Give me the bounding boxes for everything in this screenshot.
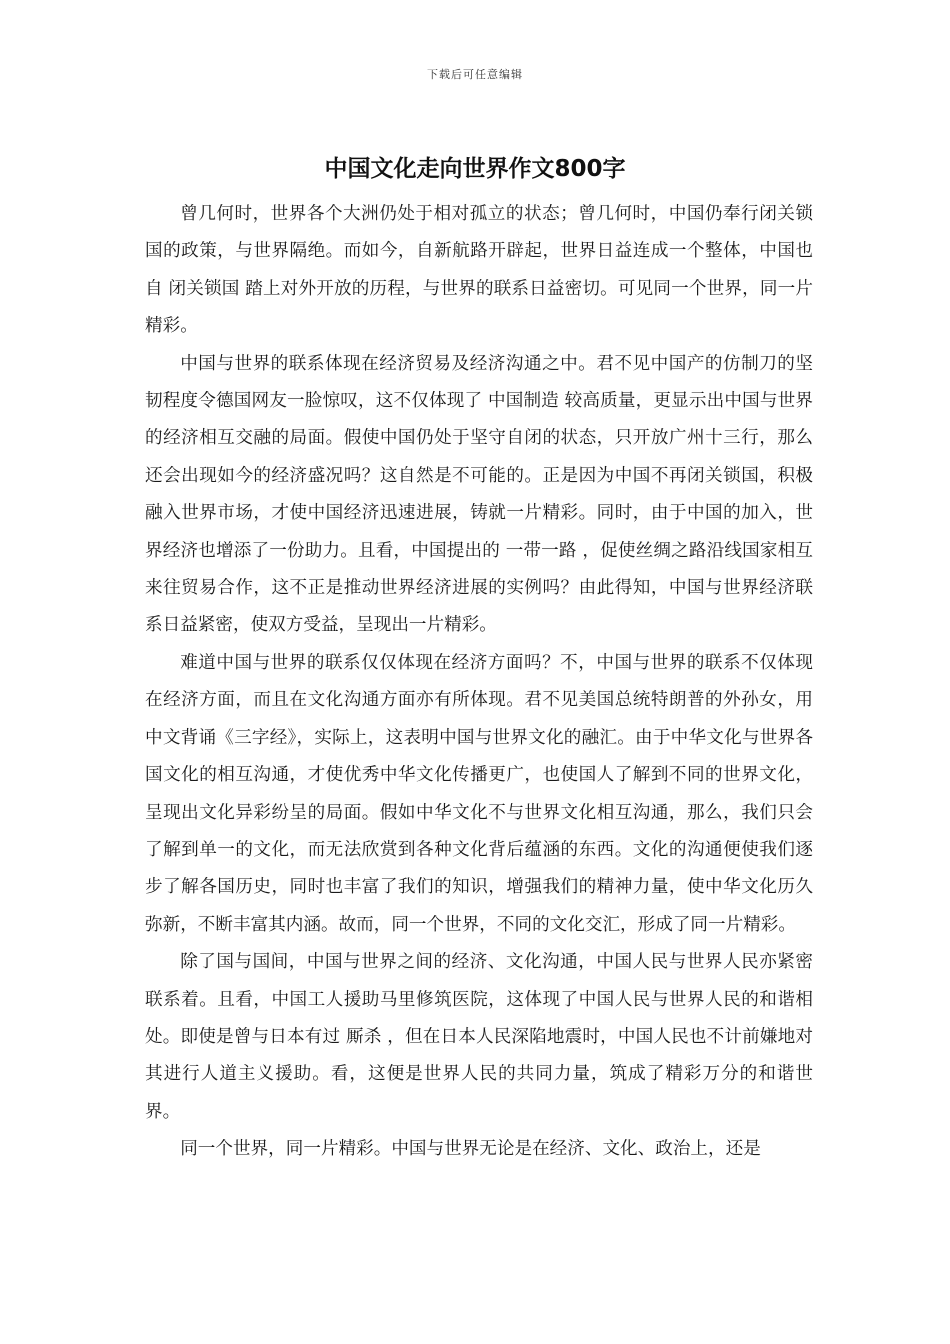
paragraph-4: 除了国与国间，中国与世界之间的经济、文化沟通，中国人民与世界人民亦紧密联系着。且看，中国工人援助马里修筑医院，这体现了中国人民与世界人民的和谐相处。即使是曾与日本有过 厮杀 ，但在日本人民深陷地震时，中国人民也不计前嫌地对其进行人道主义援助。看，这便是世界人民的共同力量，筑成了精彩万分的和谐世界。 [145,952,813,1122]
document-body [145,196,813,1169]
paragraph-2: 中国与世界的联系体现在经济贸易及经济沟通之中。君不见中国产的仿制刀的坚韧程度令德国网友一脸惊叹，这不仅体现了 中国制造 较高质量，更显示出中国与世界的经济相互交融的局面。假使中国仍处于坚守自闭的状态，只开放广州十三行，那么还会出现如今的经济盛况吗？这自然是不可能的。正是因为中国不再闭关锁国，积极融入世界市场，才使中国经济迅速进展，铸就一片精彩。同时，由于中国的加入，世界经济也增添了一份助力。且看，中国提出的 一带一路 ，促使丝绸之路沿线国家相互来往贸易合作，这不正是推动世界经济进展的实例吗？由此得知，中国与世界经济联系日益紧密，使双方受益，呈现出一片精彩。 [145,353,813,636]
header-note: 下载后可任意编辑 [427,68,523,81]
paragraph-1: 曾几何时，世界各个大洲仍处于相对孤立的状态；曾几何时，中国仍奉行闭关锁国的政策，与世界隔绝。而如今，自新航路开辟起，世界日益连成一个整体，中国也自 闭关锁国 踏上对外开放的历程，与世界的联系日益密切。可见同一个世界，同一片精彩。 [145,204,813,337]
paragraph-3: 难道中国与世界的联系仅仅体现在经济方面吗？不，中国与世界的联系不仅体现在经济方面，而且在文化沟通方面亦有所体现。君不见美国总统特朗普的外孙女，用中文背诵《三字经》，实际上，这表明中国与世界文化的融汇。由于中华文化与世界各国文化的相互沟通，才使优秀中华文化传播更广，也使国人了解到不同的世界文化，呈现出文化异彩纷呈的局面。假如中华文化不与世界文化相互沟通，那么，我们只会了解到单一的文化，而无法欣赏到各种文化背后蕴涵的东西。文化的沟通便使我们逐步了解各国历史，同时也丰富了我们的知识，增强我们的精神力量，使中华文化历久弥新，不断丰富其内涵。故而，同一个世界，不同的文化交汇，形成了同一片精彩。 [145,652,813,935]
document-title: 中国文化走向世界作文800字 [324,156,626,182]
paragraph-5: 同一个世界，同一片精彩。中国与世界无论是在经济、文化、政治上，还是 [180,1139,761,1160]
